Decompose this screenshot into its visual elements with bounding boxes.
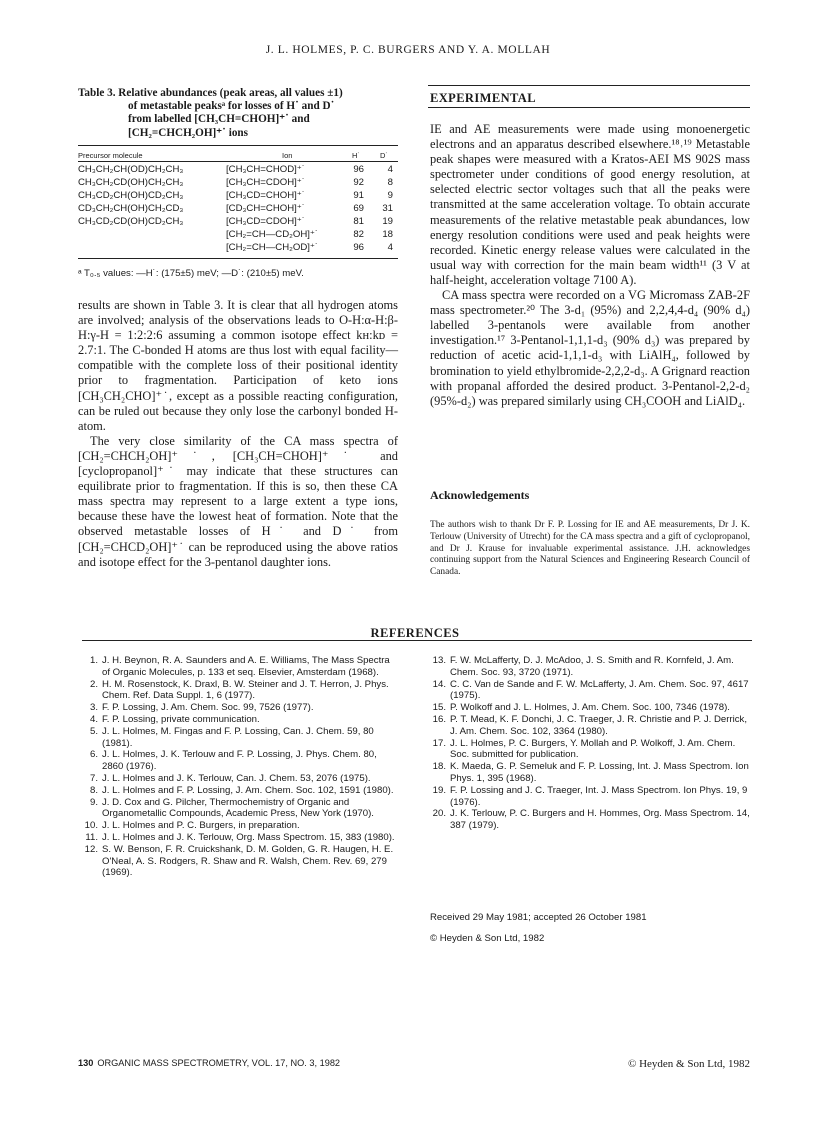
d-value-cell: 4 xyxy=(387,242,393,253)
experimental-heading: EXPERIMENTAL xyxy=(430,91,536,105)
reference-item xyxy=(430,679,752,703)
page-footer xyxy=(78,1058,340,1068)
h-value-cell: 81 xyxy=(353,216,364,227)
table-bottom-rule xyxy=(78,258,398,259)
reference-number: 20. xyxy=(432,808,446,820)
reference-text: J. L. Holmes and J. K. Terlouw, Can. J. Chem. 53, 2076 (1975). xyxy=(102,772,371,784)
reference-number: 2. xyxy=(89,678,98,690)
precursor-cell: CH₃CH₂CD(OH)CH₂CH₃ xyxy=(78,177,184,188)
table-title-line: from labelled [CH₃CH=CHOH]⁺˙ and xyxy=(128,113,310,126)
reference-text: C. C. Van de Sande and F. W. McLafferty, J. Am. Chem. Soc. 97, 4617 (1975). xyxy=(450,678,749,702)
reference-number: 5. xyxy=(89,725,98,737)
reference-item xyxy=(82,714,400,726)
ion-cell: [CH₃CD=CDOH]⁺˙ xyxy=(226,216,306,227)
reference-item xyxy=(430,785,752,809)
paragraph: IE and AE measurements were made using monoenergetic electrons and an apparatus described elsewhere.¹⁸˒¹⁹ Metastable peak shapes were measured with a Kratos-AEI MS 902S mass spectrometer under conditions of good energy resolution, at selected electric sector voltages such that all the peaks were transmitted at the same acceleration voltage. To obtain accurate measurements of the relative metastable peak abundances, low energy resolution conditions were used and peak heights were recorded. Kinetic energy release values were calculated in the usual way with correction for the main beam width¹¹ (3 V at half-height, acceleration voltage 7100 A). xyxy=(430,122,750,287)
reference-text: F. P. Lossing, J. Am. Chem. Soc. 99, 7526 (1977). xyxy=(102,702,314,714)
d-value-cell: 18 xyxy=(382,229,393,240)
reference-number: 8. xyxy=(89,784,98,796)
references-rule xyxy=(82,640,752,641)
reference-text: J. L. Holmes and P. C. Burgers, in preparation. xyxy=(102,820,300,832)
reference-text: J. L. Holmes, M. Fingas and F. P. Lossing, Can. J. Chem. 59, 80 (1981). xyxy=(102,725,374,749)
reference-number: 16. xyxy=(432,713,446,725)
journal-citation: ORGANIC MASS SPECTROMETRY, VOL. 17, NO. 3, 1982 xyxy=(97,1058,341,1068)
column-header-d: D˙ xyxy=(380,151,388,160)
ion-cell: [CH₃CH=CDOH]⁺˙ xyxy=(226,177,306,188)
reference-text: J. K. Terlouw, P. C. Burgers and H. Hommes, Org. Mass Spectrom. 14, 387 (1979). xyxy=(450,808,750,832)
d-value-cell: 4 xyxy=(387,164,393,175)
reference-text: S. W. Benson, F. R. Cruickshank, D. M. Golden, G. R. Haugen, H. E. O'Neal, A. S. Rodgers, R. Shaw and R. Walsh, Chem. Rev. 69, 279 (1969). xyxy=(102,843,394,879)
paragraph: results are shown in Table 3. It is clear that all hydrogen atoms are involved; analysis of the observations leads to O-H:α-H:β-H:γ-H = 1:2:2:6 assuming a common isotope effect kʜ:kᴅ = 2.7:1. The C-bonded H atoms are thus lost with equal facility—compatible with the complete loss of their positional identity prior to fragmentation. Participation of keto ions [CH₃CH₂CHO]⁺˙, except as a possible reacting configuration, can be ruled out because they only lose the carbonyl bonded H-atom. xyxy=(78,298,398,433)
reference-text: H. M. Rosenstock, K. Draxl, B. W. Steiner and J. T. Herron, J. Phys. Chem. Ref. Data Suppl. 1, 6 (1977). xyxy=(102,678,389,702)
reference-number: 1. xyxy=(89,655,98,666)
reference-number: 3. xyxy=(89,702,98,714)
reference-item xyxy=(430,702,752,714)
experimental-rule-top xyxy=(428,85,750,86)
reference-item xyxy=(430,761,752,785)
acknowledgements-heading: Acknowledgements xyxy=(430,488,530,502)
received-date: Received 29 May 1981; accepted 26 October 1981 xyxy=(430,912,647,923)
d-value-cell: 8 xyxy=(387,177,393,188)
ion-cell: [CD₃CH=CHOH]⁺˙ xyxy=(226,203,306,214)
h-value-cell: 91 xyxy=(353,190,364,201)
table-footnote: ᵃ T₀.₅ values: —H˙: (175±5) meV; —D˙: (210±5) meV. xyxy=(78,268,304,279)
reference-item xyxy=(82,749,400,773)
ion-cell: [CH₃CH=CHOD]⁺˙ xyxy=(226,164,306,175)
h-value-cell: 92 xyxy=(353,177,364,188)
experimental-rule-bottom xyxy=(428,107,750,108)
experimental-text xyxy=(430,122,750,409)
reference-number: 11. xyxy=(85,831,98,843)
precursor-cell: CH₃CD₂CH(OH)CD₂CH₃ xyxy=(78,190,184,201)
reference-text: K. Maeda, G. P. Semeluk and F. P. Lossing, Int. J. Mass Spectrom. Ion Phys. 1, 395 (1968). xyxy=(450,761,749,784)
reference-number: 6. xyxy=(89,749,98,761)
reference-number: 7. xyxy=(89,772,98,784)
reference-text: J. D. Cox and G. Pilcher, Thermochemistry of Organic and Organometallic Compounds, Academic Press, New York (1970). xyxy=(102,796,374,820)
d-value-cell: 31 xyxy=(382,203,393,214)
d-value-cell: 19 xyxy=(382,216,393,227)
reference-item xyxy=(430,655,752,679)
ion-cell: [CH₃CD=CHOH]⁺˙ xyxy=(226,190,306,201)
reference-number: 4. xyxy=(89,713,98,725)
left-column-text xyxy=(78,298,398,570)
reference-text: P. T. Mead, K. F. Donchi, J. C. Traeger, J. R. Christie and P. J. Derrick, J. Am. Chem. Soc. 102, 3364 (1980). xyxy=(450,713,747,737)
h-value-cell: 82 xyxy=(353,229,364,240)
reference-text: J. H. Beynon, R. A. Saunders and A. E. Williams, The Mass Spectra of Organic Molecules, p. 133 et seq. Elsevier, Amsterdam (1968). xyxy=(102,655,390,678)
column-header-h: H˙ xyxy=(352,151,360,160)
precursor-cell: CH₃CD₂CD(OH)CD₂CH₃ xyxy=(78,216,184,227)
reference-item xyxy=(82,726,400,750)
paragraph: The very close similarity of the CA mass spectra of [CH₂=CHCH₂OH]⁺˙, [CH₃CH=CHOH]⁺˙ and [cyclopropanol]⁺˙ may indicate that these structures can equilibrate prior to fragmentation. If this is so, then these CA mass spectra may represent to a large extent a type ions, because these have the lowest heat of formation. Note that the observed metastable losses of H˙ and D˙ from [CH₂=CHCD₂OH]⁺˙ can be reproduced using the above ratios and isotope effect for the 3-pentanol daughter ions. xyxy=(78,433,398,569)
h-value-cell: 96 xyxy=(353,242,364,253)
reference-number: 14. xyxy=(432,678,446,690)
table-header-rule xyxy=(78,161,398,162)
reference-number: 15. xyxy=(432,702,446,714)
paragraph: CA mass spectra were recorded on a VG Micromass ZAB-2F mass spectrometer.²⁰ The 3-d₁ (95%) and 2,2,4,4-d₄ (90% d₄) labelled 3-pentanols were available from another investigation.¹⁷ 3-Pentanol-1,1,1-d₃ (90% d₃) was prepared by reduction of acetic acid-1,1,1-d₃ with LiAlH₄, followed by bromination to yield ethylbromide-2,2,2-d₃. A Grignard reaction with propanal afforded the desired product. 3-Pentanol-2,2-d₂ (95%-d₂) was prepared similarly using CH₃COOH and LiAlD₄. xyxy=(430,288,750,408)
reference-number: 9. xyxy=(89,796,98,808)
reference-number: 17. xyxy=(432,737,446,749)
reference-item xyxy=(430,808,752,832)
copyright-notice: © Heyden & Son Ltd, 1982 xyxy=(430,933,545,944)
reference-item xyxy=(82,820,400,832)
reference-item xyxy=(82,785,400,797)
table-title-line: [CH₂=CHCH₂OH]⁺˙ ions xyxy=(128,126,248,139)
ion-cell: [CH₂=CH—CD₂OH]⁺˙ xyxy=(226,229,319,240)
reference-text: J. L. Holmes, P. C. Burgers, Y. Mollah and P. Wolkoff, J. Am. Chem. Soc. submitted for publication. xyxy=(450,737,736,761)
precursor-cell: CD₃CH₂CH(OH)CH₂CD₃ xyxy=(78,203,184,214)
references-heading: REFERENCES xyxy=(370,626,460,640)
h-value-cell: 96 xyxy=(353,164,364,175)
reference-item xyxy=(430,714,752,738)
reference-number: 19. xyxy=(432,784,446,796)
references-left-list xyxy=(82,655,400,879)
ion-cell: [CH₂=CH—CH₂OD]⁺˙ xyxy=(226,242,319,253)
column-header-precursor: Precursor molecule xyxy=(78,151,143,160)
reference-text: F. P. Lossing and J. C. Traeger, Int. J. Mass Spectrom. Ion Phys. 19, 9 (1976). xyxy=(450,784,748,808)
reference-item xyxy=(82,773,400,785)
reference-text: F. P. Lossing, private communication. xyxy=(102,713,260,725)
references-right-list xyxy=(430,655,752,832)
reference-number: 12. xyxy=(84,843,98,855)
table-title-line: Table 3. Relative abundances (peak areas, all values ±1) xyxy=(78,87,343,99)
reference-item xyxy=(82,655,400,679)
reference-item xyxy=(82,832,400,844)
reference-item xyxy=(82,702,400,714)
reference-item xyxy=(430,738,752,762)
column-header-ion: Ion xyxy=(282,151,293,160)
reference-text: P. Wolkoff and J. L. Holmes, J. Am. Chem. Soc. 100, 7346 (1978). xyxy=(450,702,730,714)
table-top-rule xyxy=(78,145,398,146)
reference-text: F. W. McLafferty, D. J. McAdoo, J. S. Smith and R. Kornfeld, J. Am. Chem. Soc. 93, 3720 (1971). xyxy=(450,655,734,678)
acknowledgements-text: The authors wish to thank Dr F. P. Lossing for IE and AE measurements, Dr J. K. Terlouw (University of Utrecht) for the CA mass spectra and a gift of cyclopropanol, and Dr J. Krause for invaluable experimental assistance. J.H. acknowledges continuing support from the Natural Sciences and Engineering Research Council of Canada. xyxy=(430,520,750,578)
d-value-cell: 9 xyxy=(387,190,393,201)
running-head: J. L. HOLMES, P. C. BURGERS AND Y. A. MOLLAH xyxy=(265,44,551,56)
reference-text: J. L. Holmes and F. P. Lossing, J. Am. Chem. Soc. 102, 1591 (1980). xyxy=(102,784,394,796)
reference-text: J. L. Holmes and J. K. Terlouw, Org. Mass Spectrom. 15, 383 (1980). xyxy=(102,831,395,843)
reference-item xyxy=(82,797,400,821)
page-number: 130 xyxy=(78,1058,94,1068)
footer-copyright: © Heyden & Son Ltd, 1982 xyxy=(627,1058,750,1070)
reference-number: 10. xyxy=(84,820,98,832)
reference-text: J. L. Holmes, J. K. Terlouw and F. P. Lossing, J. Phys. Chem. 80, 2860 (1976). xyxy=(102,749,377,773)
h-value-cell: 69 xyxy=(353,203,364,214)
reference-item xyxy=(82,844,400,879)
reference-item xyxy=(82,679,400,703)
table-title-line: of metastable peaksᵃ for losses of H˙ and D˙ xyxy=(128,100,335,113)
reference-number: 13. xyxy=(432,655,446,666)
reference-number: 18. xyxy=(432,761,446,773)
table-title xyxy=(78,87,398,140)
precursor-cell: CH₃CH₂CH(OD)CH₂CH₃ xyxy=(78,164,184,175)
